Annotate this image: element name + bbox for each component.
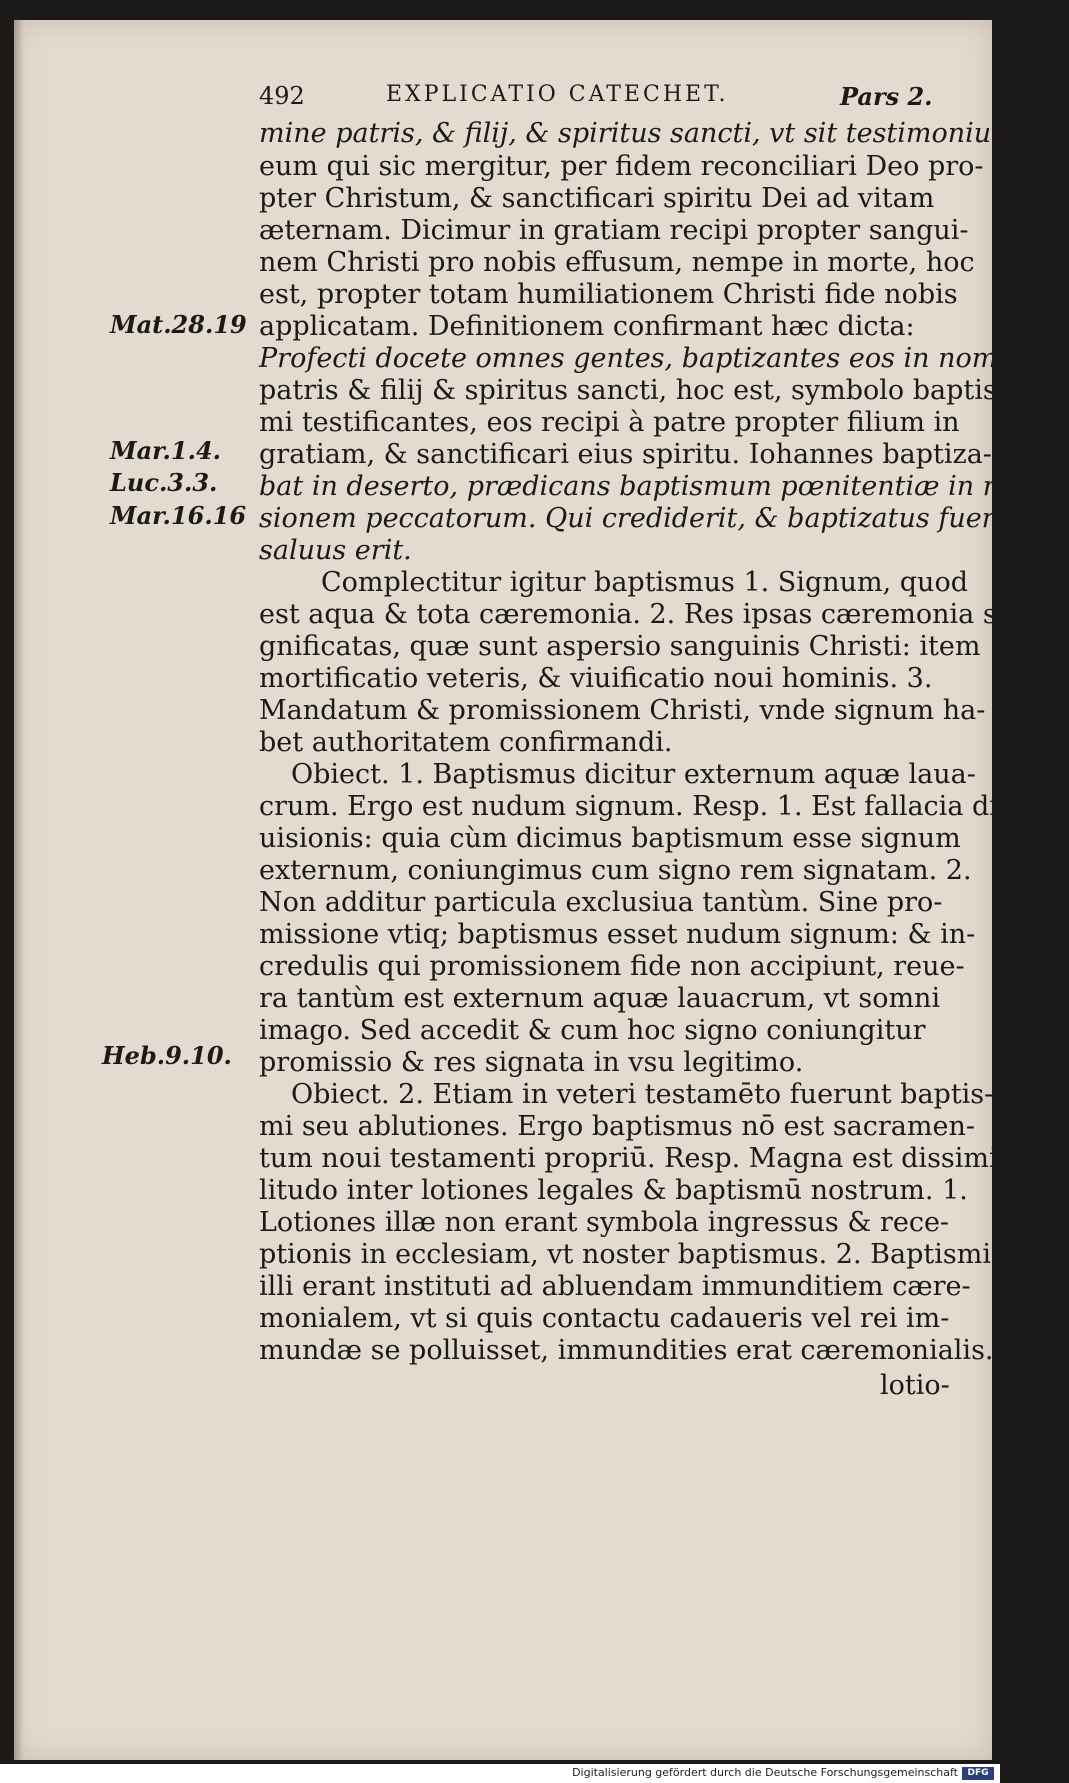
text-line: Obiect. 1. Baptismus dicitur externum aquæ laua- bbox=[291, 759, 976, 790]
text-line: ra tantùm est externum aquæ lauacrum, vt somni bbox=[259, 983, 941, 1014]
page-number: 492 bbox=[259, 82, 305, 110]
text-line: uisionis: quia cùm dicimus baptismum esse signum bbox=[259, 823, 961, 854]
text-line: illi erant instituti ad abluendam immunditiem cære- bbox=[259, 1271, 971, 1302]
text-line: saluus erit. bbox=[259, 535, 412, 566]
text-line: eum qui sic mergitur, per fidem reconciliari Deo pro- bbox=[259, 151, 984, 182]
margin-note: Mar.16.16 bbox=[110, 501, 247, 530]
text-line: æternam. Dicimur in gratiam recipi propter sangui- bbox=[259, 215, 969, 246]
text-line: mortificatio veteris, & viuificatio noui hominis. 3. bbox=[259, 663, 933, 694]
text-line: Mandatum & promissionem Christi, vnde signum ha- bbox=[259, 695, 986, 726]
text-line: gnificatas, quæ sunt aspersio sanguinis Christi: item bbox=[259, 631, 981, 662]
text-line: tum noui testamenti propriū. Resp. Magna est dissimi- bbox=[259, 1143, 1007, 1174]
text-line: gratiam, & sanctificari eius spiritu. Iohannes baptiza- bbox=[259, 439, 992, 470]
text-line: missione vtiq; baptismus esset nudum signum: & in- bbox=[259, 919, 976, 950]
text-line: Non additur particula exclusiua tantùm. Sine pro- bbox=[259, 887, 943, 918]
margin-note: Mar.1.4. bbox=[110, 436, 222, 465]
dfg-logo: DFG bbox=[962, 1767, 994, 1780]
funding-credit: Digitalisierung gefördert durch die Deutsche Forschungsgemeinschaft bbox=[572, 1766, 958, 1779]
text-line: nem Christi pro nobis effusum, nempe in morte, hoc bbox=[259, 247, 975, 278]
text-line: est, propter totam humiliationem Christi fide nobis bbox=[259, 279, 958, 310]
text-line: credulis qui promissionem fide non accipiunt, reue- bbox=[259, 951, 965, 982]
text-line: promissio & res signata in vsu legitimo. bbox=[259, 1047, 804, 1078]
page-gutter-shadow bbox=[14, 20, 24, 1760]
text-line: patris & filij & spiritus sancti, hoc est, symbolo baptis- bbox=[259, 375, 1006, 406]
text-line: mundæ se polluisset, immundities erat cæremonialis. bbox=[259, 1335, 994, 1366]
text-line: mi testificantes, eos recipi à patre propter filium in bbox=[259, 407, 960, 438]
part-label: Pars 2. bbox=[840, 82, 933, 111]
text-line: imago. Sed accedit & cum hoc signo coniungitur bbox=[259, 1015, 926, 1046]
text-line: bat in deserto, prædicans baptismum pœnitentiæ in remis- bbox=[259, 471, 1069, 502]
text-line: Profecti docete omnes gentes, baptizantes eos in nomine bbox=[259, 343, 1040, 374]
running-head: EXPLICATIO CATECHET. bbox=[386, 82, 729, 107]
digitization-footer bbox=[0, 1764, 1000, 1783]
text-line: Complectitur igitur baptismus 1. Signum, quod bbox=[321, 567, 968, 598]
margin-note: Luc.3.3. bbox=[110, 468, 218, 497]
book-page bbox=[14, 20, 1069, 1760]
text-line: sionem peccatorum. Qui crediderit, & baptizatus fuerit, bbox=[259, 503, 1023, 534]
text-line: litudo inter lotiones legales & baptismū nostrum. 1. bbox=[259, 1175, 968, 1206]
text-line: monialem, vt si quis contactu cadaueris vel rei im- bbox=[259, 1303, 950, 1334]
text-line: est aqua & tota cæremonia. 2. Res ipsas cæremonia si- bbox=[259, 599, 1015, 630]
text-line: pter Christum, & sanctificari spiritu Dei ad vitam bbox=[259, 183, 935, 214]
text-line: applicatam. Definitionem confirmant hæc dicta: bbox=[259, 311, 915, 342]
text-line: mi seu ablutiones. Ergo baptismus nō est sacramen- bbox=[259, 1111, 976, 1142]
text-line: mine patris, & filij, & spiritus sancti, vt sit testimonium, bbox=[259, 118, 1026, 149]
text-line: Lotiones illæ non erant symbola ingressus & rece- bbox=[259, 1207, 950, 1238]
catchword: lotio- bbox=[880, 1370, 950, 1401]
margin-note: Mat.28.19 bbox=[110, 310, 247, 339]
text-line: bet authoritatem confirmandi. bbox=[259, 727, 673, 758]
text-line: ptionis in ecclesiam, vt noster baptismus. 2. Baptismi bbox=[259, 1239, 991, 1270]
margin-note: Heb.9.10. bbox=[102, 1041, 232, 1070]
text-line: externum, coniungimus cum signo rem signatam. 2. bbox=[259, 855, 972, 886]
text-line: Obiect. 2. Etiam in veteri testamēto fuerunt baptis- bbox=[291, 1079, 994, 1110]
text-line: crum. Ergo est nudum signum. Resp. 1. Est fallacia di- bbox=[259, 791, 1008, 822]
